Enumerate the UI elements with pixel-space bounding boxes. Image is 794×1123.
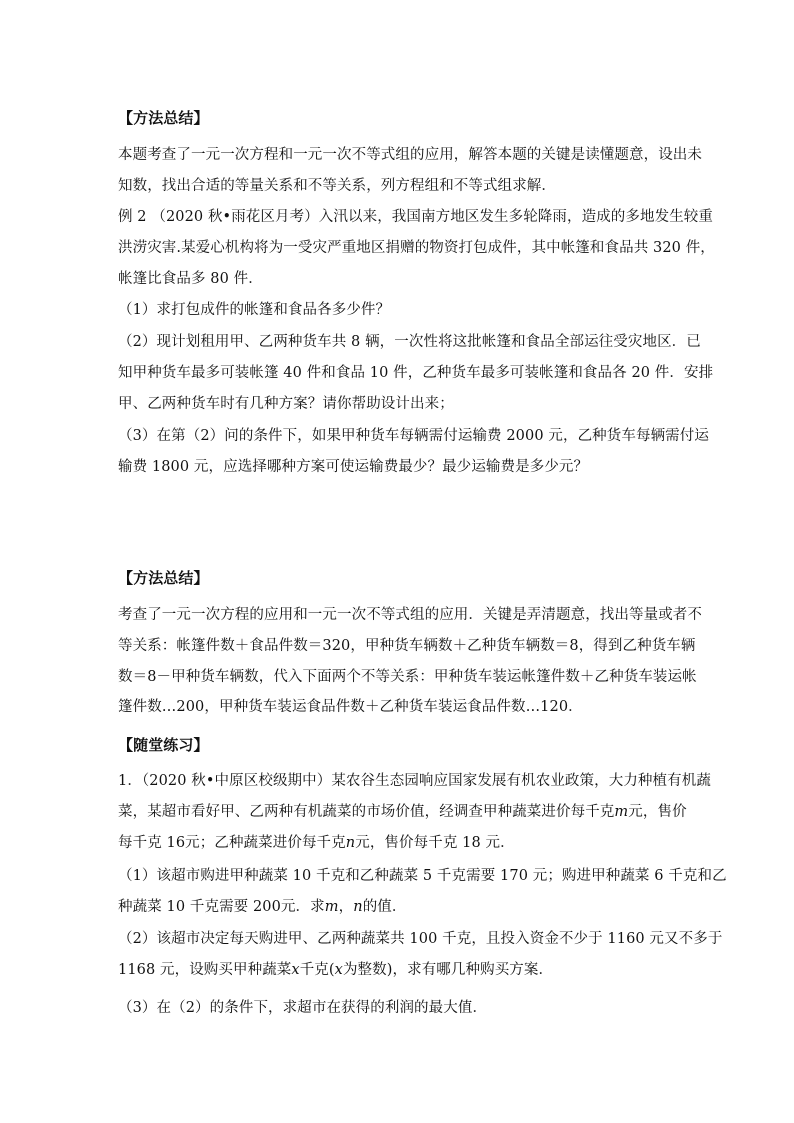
text-segment: 元，售价每千克 18 元． bbox=[355, 835, 515, 851]
question-2-line: （2）现计划租用甲、乙两种货车共 8 辆，一次性将这批帐篷和食品全部运往受灾地区．已 bbox=[118, 334, 701, 350]
practice-text-line bbox=[118, 833, 515, 853]
variable-x: x bbox=[291, 962, 300, 978]
summary-text-line: 篷件数…200，甲种货车装运食品件数＋乙种货车装运食品件数…120． bbox=[118, 699, 583, 715]
question-3-line: （3）在第（2）问的条件下，如果甲种货车每辆需付运输费 2000 元，乙种货车每辆需付运 bbox=[118, 428, 709, 444]
variable-m: m bbox=[324, 899, 339, 915]
text-segment: 的值． bbox=[362, 899, 407, 915]
summary-text-line: 知数，找出合适的等量关系和不等关系，列方程组和不等式组求解． bbox=[118, 178, 556, 194]
example-text-line: 例 2 （2020 秋•雨花区月考）入汛以来，我国南方地区发生多轮降雨，造成的多地发生较重 bbox=[118, 209, 714, 225]
text-segment: 菜，某超市看好甲、乙两种有机蔬菜的市场价值，经调查甲种蔬菜进价每千克 bbox=[118, 804, 615, 820]
method-summary-heading: 【方法总结】 bbox=[118, 109, 209, 127]
text-segment: 每千克 16元；乙种蔬菜进价每千克 bbox=[118, 835, 346, 851]
practice-heading: 【随堂练习】 bbox=[118, 736, 209, 754]
text-segment: 1168 元，设购买甲种蔬菜 bbox=[118, 962, 292, 978]
question-1: （1）求打包成件的帐篷和食品各多少件？ bbox=[118, 302, 391, 318]
question-2-line: 甲、乙两种货车时有几种方案？请你帮助设计出来； bbox=[118, 396, 454, 412]
example-text-line: 洪涝灾害.某爱心机构将为一受灾严重地区捐赠的物资打包成件，其中帐篷和食品共 320 件， bbox=[118, 240, 715, 256]
method-summary-heading: 【方法总结】 bbox=[118, 569, 209, 587]
text-segment: 千克( bbox=[299, 962, 335, 978]
practice-question-1-line bbox=[118, 897, 407, 917]
question-2-line: 知甲种货车最多可装帐篷 40 件和食品 10 件，乙种货车最多可装帐篷和食品各 20 件．安排 bbox=[118, 365, 714, 381]
variable-n: n bbox=[345, 835, 356, 851]
practice-text-line: 1．（2020 秋•中原区校级期中）某农谷生态园响应国家发展有机农业政策，大力种植有机蔬 bbox=[118, 773, 711, 789]
practice-text-line bbox=[118, 802, 687, 822]
practice-question-2-line: （2）该超市决定每天购进甲、乙两种蔬菜共 100 千克，且投入资金不少于 1160 元又不多于 bbox=[118, 931, 723, 947]
question-3-line: 输费 1800 元，应选择哪种方案可使运输费最少？最少运输费是多少元？ bbox=[118, 459, 589, 475]
variable-x: x bbox=[334, 962, 343, 978]
practice-question-2-line bbox=[118, 960, 553, 980]
example-text-line: 帐篷比食品多 80 件． bbox=[118, 271, 263, 287]
summary-text-line: 考查了一元一次方程的应用和一元一次不等式组的应用．关键是弄清题意，找出等量或者不 bbox=[118, 607, 702, 623]
practice-question-3: （3）在（2）的条件下，求超市在获得的利润的最大值． bbox=[118, 1000, 488, 1016]
variable-n: n bbox=[353, 899, 363, 915]
text-segment: 为整数)，求有哪几种购买方案． bbox=[342, 962, 554, 978]
variable-m: m bbox=[614, 804, 629, 820]
practice-question-1-line: （1）该超市购进甲种蔬菜 10 千克和乙种蔬菜 5 千克需要 170 元；购进甲种蔬菜 6 千克和乙 bbox=[118, 868, 727, 884]
text-segment: 元，售价 bbox=[628, 804, 687, 820]
text-segment: ， bbox=[338, 899, 354, 915]
summary-text-line: 数＝8－甲种货车辆数，代入下面两个不等关系：甲种货车装运帐篷件数＋乙种货车装运帐 bbox=[118, 669, 697, 685]
summary-text-line: 本题考查了一元一次方程和一元一次不等式组的应用，解答本题的关键是读懂题意，设出未 bbox=[118, 147, 702, 163]
summary-text-line: 等关系：帐篷件数＋食品件数＝320，甲种货车辆数＋乙种货车辆数＝8，得到乙种货车辆 bbox=[118, 638, 696, 654]
text-segment: 种蔬菜 10 千克需要 200元．求 bbox=[118, 899, 325, 915]
